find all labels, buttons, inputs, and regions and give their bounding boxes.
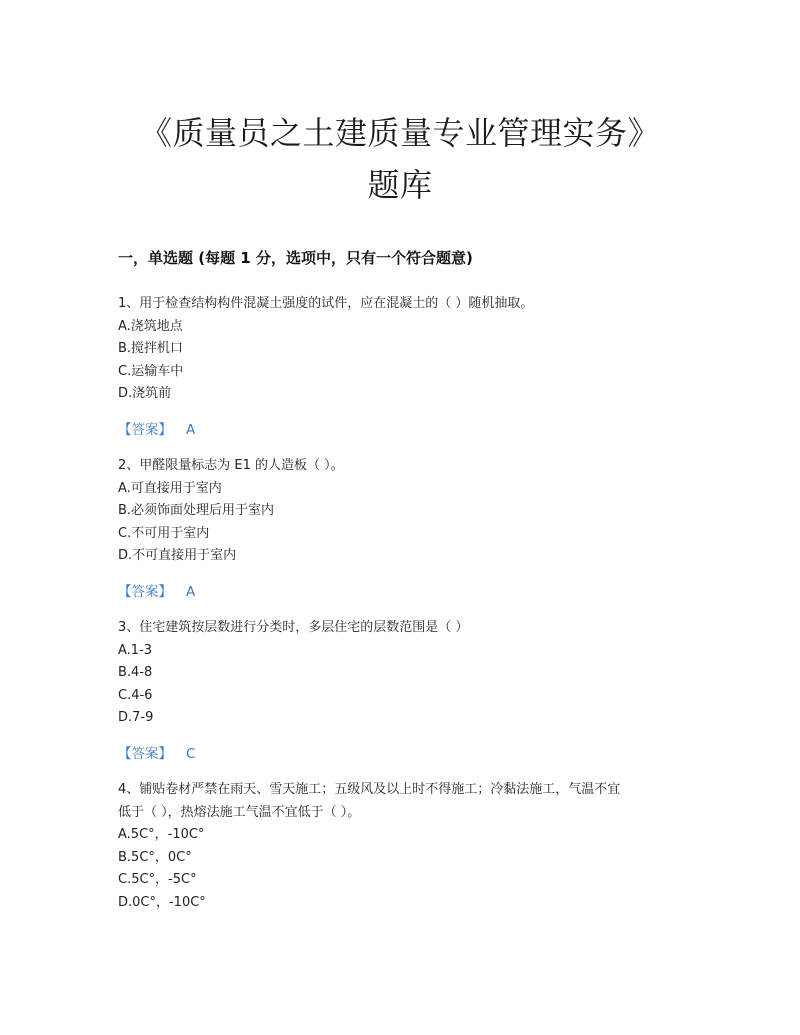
question-1 bbox=[118, 293, 688, 441]
question-4 bbox=[118, 779, 688, 914]
option-a: A.5C°，-10C° bbox=[118, 827, 205, 842]
question-3 bbox=[118, 617, 688, 765]
option-b: B.搅拌机口 bbox=[118, 341, 184, 356]
answer-line bbox=[118, 419, 688, 441]
option-c: C.不可用于室内 bbox=[118, 525, 210, 541]
document-title-line2: 题库 bbox=[367, 166, 433, 204]
document-title-line1: 《质量员之土建质量专业管理实务》 bbox=[139, 114, 660, 152]
option-d: D.7-9 bbox=[118, 710, 154, 725]
option-a: A.可直接用于室内 bbox=[118, 480, 222, 496]
answer-value: C bbox=[186, 745, 196, 762]
answer-line bbox=[118, 581, 688, 603]
answer-value: A bbox=[186, 583, 196, 600]
option-a: A.1-3 bbox=[118, 642, 153, 658]
option-d: D.不可直接用于室内 bbox=[118, 548, 237, 563]
option-c: C.运输车中 bbox=[118, 363, 184, 379]
question-stem-continued: 低于（ ），热熔法施工气温不宜低于（ ）。 bbox=[118, 804, 361, 820]
question-stem: 2、甲醛限量标志为 E1 的人造板（ ）。 bbox=[118, 458, 344, 473]
section-heading: 一，单选题 (每题 1 分，选项中，只有一个符合题意) bbox=[118, 249, 473, 267]
answer-label: 【答案】 bbox=[118, 583, 172, 600]
option-c: C.4-6 bbox=[118, 687, 153, 703]
answer-value: A bbox=[186, 421, 196, 438]
question-2 bbox=[118, 455, 688, 603]
answer-label: 【答案】 bbox=[118, 421, 172, 438]
option-d: D.浇筑前 bbox=[118, 386, 172, 401]
option-d: D.0C°，-10C° bbox=[118, 894, 206, 910]
option-b: B.必须饰面处理后用于室内 bbox=[118, 503, 275, 518]
question-stem: 4、铺贴卷材严禁在雨天、雪天施工；五级风及以上时不得施工；冷黏法施工，气温不宜 bbox=[118, 782, 621, 797]
question-stem: 1、用于检查结构构件混凝土强度的试件，应在混凝土的（ ）随机抽取。 bbox=[118, 296, 534, 311]
option-b: B.4-8 bbox=[118, 665, 153, 680]
option-a: A.浇筑地点 bbox=[118, 318, 183, 334]
option-b: B.5C°，0C° bbox=[118, 849, 192, 865]
answer-label: 【答案】 bbox=[118, 745, 172, 762]
answer-line bbox=[118, 743, 688, 765]
question-stem: 3、住宅建筑按层数进行分类时，多层住宅的层数范围是（ ） bbox=[118, 620, 469, 635]
option-c: C.5C°，-5C° bbox=[118, 872, 197, 887]
